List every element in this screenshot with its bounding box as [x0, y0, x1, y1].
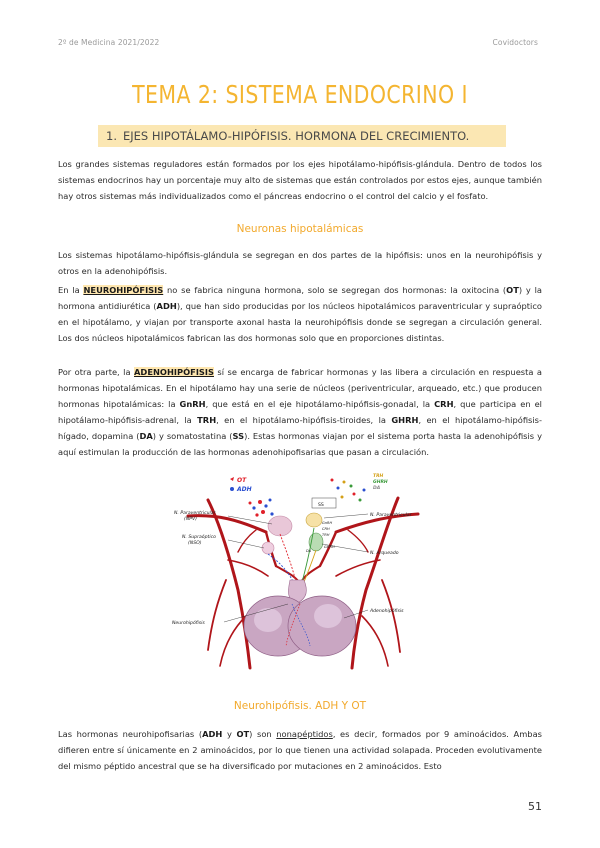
legend-ghrh: GHRH	[373, 480, 388, 485]
text-span: ) y la hormona antidiurética (	[58, 285, 542, 311]
section-label: EJES HIPOTÁLAMO-HIPÓFISIS. HORMONA DEL CRECIMIENTO.	[122, 129, 470, 143]
paragraph-neurohipofisis	[58, 282, 542, 346]
term-gnrh: GnRH	[179, 399, 206, 409]
subheading-neurohipofisis: Neurohipófisis. ADH Y OT	[233, 700, 367, 712]
label-supraoptico: N. Supraóptico	[182, 535, 216, 540]
text-span: ), que han sido producidas por los núcleos hipotalámicos paraventricular y supraóptico en el hipotálamo, y viajan por transporte axonal hasta la neurohipófisis donde se segregan a circulación general. Los dos núcleos hipotalámicos fabrican las dos hormonas solo que en proporciones distintas.	[58, 301, 542, 343]
label-paraventricular-right: N. Paraventricular	[370, 513, 412, 518]
legend-ot: OT	[237, 477, 247, 484]
label-paraventricular-left-abbr: (NPV)	[184, 517, 197, 522]
term-da: DA	[139, 431, 153, 441]
label-adenohipofisis: Adenohipófisis	[370, 609, 404, 614]
term-trh: TRH	[197, 415, 217, 425]
label-ss: SS	[318, 503, 324, 508]
term-neurohipofisis: NEUROHIPÓFISIS	[83, 285, 164, 295]
page-number: 51	[528, 800, 542, 813]
header-author: Covidoctors	[492, 38, 538, 47]
text-span: ). Estas hormonas viajan por el sistema porta hasta la adenohipófisis y aquí estimulan la producción de las hormonas adenohipofisarias que pasan a circulación.	[58, 431, 542, 457]
figure-illustration	[168, 470, 430, 670]
label-paraventricular-left: N. Paraventricular	[174, 511, 216, 516]
paragraph-sistemas: Los sistemas hipotálamo-hipófisis-glándula se segregan en dos partes de la hipófisis: unos en la neurohipófisis y otros en la adenohipófisis.	[58, 250, 542, 276]
intro-paragraph: Los grandes sistemas reguladores están formados por los ejes hipotálamo-hipófisis-glándula. Dentro de todos los sistemas endocrinos hay un porcentaje muy alto de sistemas que están controlados por estos ejes, aunque también hay otros sistemas más individualizados como el páncreas endocrino o el control del calcio y el fosfato.	[58, 159, 542, 201]
text-span: , en el hipotálamo-hipófisis-tiroides, la	[216, 415, 392, 425]
term-ss: SS	[232, 431, 245, 441]
term-adenohipofisis: ADENOHIPÓFISIS	[134, 367, 214, 377]
text-span: ) son	[249, 729, 277, 739]
paragraph-adenohipofisis	[58, 364, 542, 460]
text-span: ) y somatostatina (	[152, 431, 233, 441]
text-span: , que participa en el hipotálamo-hipófisis-adrenal, la	[58, 399, 542, 425]
text-span: no se fabrica ninguna hormona, solo se segregan dos hormonas: la oxitocina (	[163, 285, 507, 295]
term-adh: ADH	[156, 301, 177, 311]
label-gnrh-top: GnRH	[322, 521, 333, 525]
section-heading	[98, 125, 506, 147]
text-span: sí se encarga de fabricar hormonas y las libera a circulación en respuesta a hormonas hipotalámicas. En el hipotálamo hay una serie de núcleos (periventricular, arqueado, etc.) que producen hormonas hipotalámicas: la	[58, 367, 542, 409]
term-nonapeptidos: nonapéptidos	[276, 729, 333, 739]
section-number: 1.	[106, 129, 117, 143]
text-span: En la	[58, 285, 84, 295]
label-neurohipofisis: Neurohipófisis	[172, 621, 205, 626]
label-trh: TRH	[322, 533, 330, 537]
legend-trh: TRH	[373, 474, 384, 479]
header-course: 2º de Medicina 2021/2022	[58, 38, 160, 47]
term-ot: OT	[506, 285, 519, 295]
subheading-neuronas: Neuronas hipotalámicas	[236, 223, 364, 235]
text-span: y	[222, 729, 237, 739]
paraventricular-nucleus	[268, 516, 292, 536]
label-supraoptico-abbr: (NSO)	[188, 541, 202, 546]
term-adh: ADH	[202, 729, 223, 739]
paragraph-nonapeptidos	[58, 726, 542, 774]
label-crh: CRH	[322, 527, 330, 531]
text-span: , en el hipotálamo-hipófisis-hígado, dopamina (	[58, 415, 542, 441]
legend-da: DA	[373, 486, 381, 491]
hypothalamus-pituitary-figure	[168, 470, 430, 670]
text-span: , es decir, formados por 9 aminoácidos. Ambas difieren entre sí únicamente en 2 aminoácidos, por lo que tienen una actividad solapada. Proceden evolutivamente del mismo péptido ancestral que se ha diversificado por mutaciones en 2 aminoácidos. Esto	[58, 729, 542, 771]
label-ghrh: GHRH	[324, 545, 335, 549]
label-arqueado: N. Arqueado	[370, 551, 399, 556]
text-span: Por otra parte, la	[58, 367, 135, 377]
text-span: , que está en el eje hipotálamo-hipófisis-gonadal, la	[205, 399, 435, 409]
term-ot: OT	[236, 729, 250, 739]
text-span: Las hormonas neurohipofisarias (	[58, 729, 203, 739]
label-da: DA	[306, 549, 312, 553]
page-title: TEMA 2: SISTEMA ENDOCRINO I	[132, 80, 468, 109]
legend-adh: ADH	[237, 486, 252, 493]
term-crh: CRH	[434, 399, 454, 409]
term-ghrh: GHRH	[391, 415, 419, 425]
